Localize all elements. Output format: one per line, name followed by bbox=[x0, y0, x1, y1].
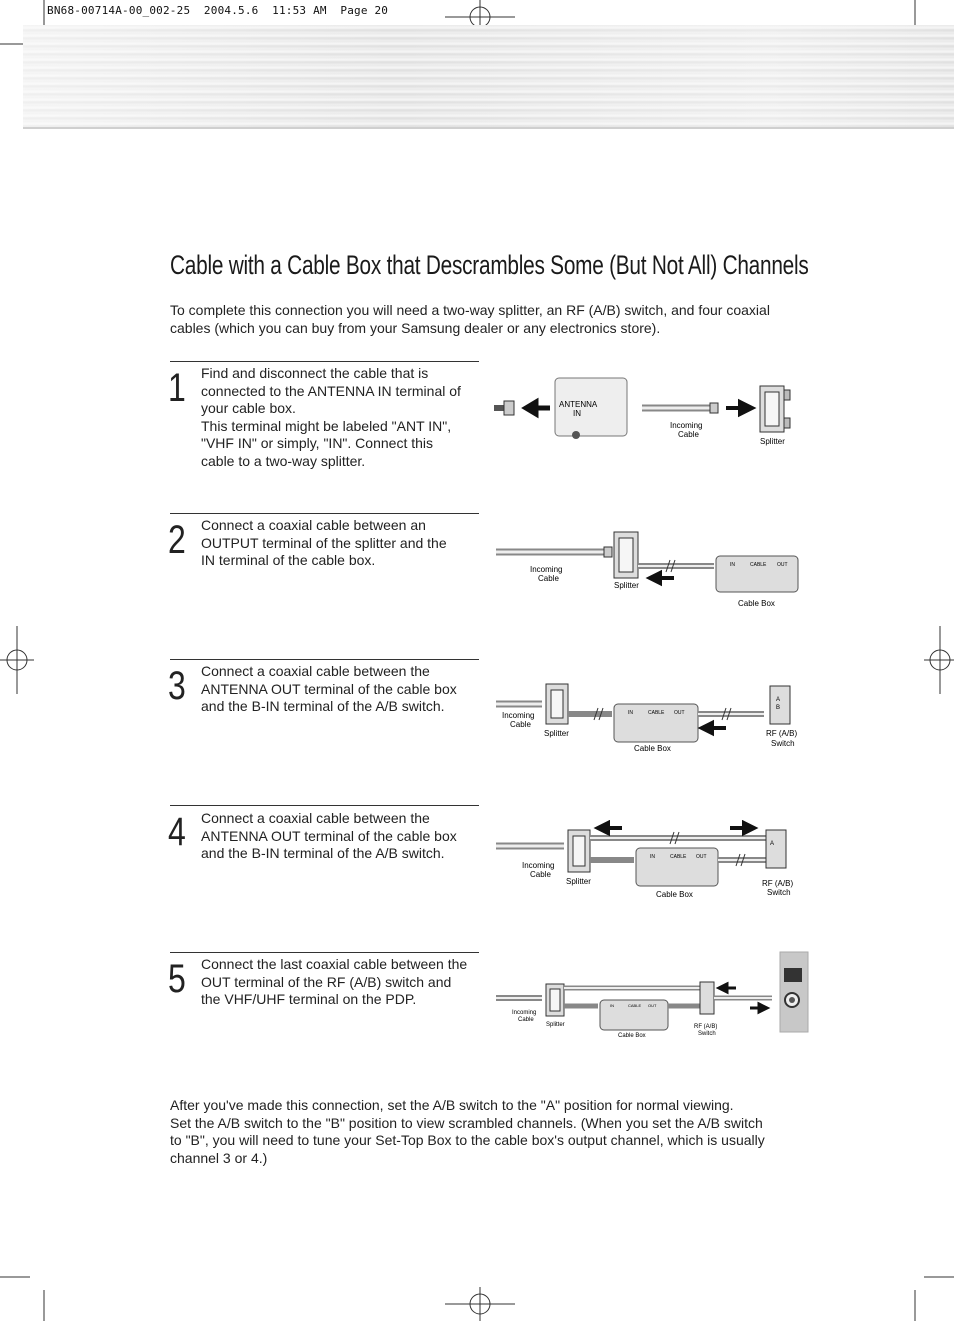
svg-text:Incoming: Incoming bbox=[512, 1010, 537, 1016]
svg-text:CABLE: CABLE bbox=[648, 710, 665, 716]
arrow-right-icon bbox=[726, 402, 752, 414]
svg-text:RF (A/B): RF (A/B) bbox=[762, 879, 794, 888]
diagram-step-4 bbox=[494, 820, 814, 905]
arrow-left-icon bbox=[526, 402, 550, 414]
svg-text:A: A bbox=[776, 697, 781, 703]
header-banner bbox=[23, 25, 954, 129]
arrow-right-icon bbox=[750, 1004, 767, 1012]
step-number: 1 bbox=[168, 366, 186, 410]
svg-text:B: B bbox=[776, 705, 781, 711]
svg-text:Cable: Cable bbox=[678, 430, 699, 439]
step-divider bbox=[170, 361, 479, 362]
svg-text:Cable Box: Cable Box bbox=[738, 599, 775, 608]
arrow-left-icon bbox=[719, 984, 736, 992]
svg-text:Cable: Cable bbox=[518, 1017, 534, 1023]
svg-text:Cable: Cable bbox=[538, 574, 559, 583]
svg-text:A: A bbox=[770, 841, 775, 847]
svg-text:Switch: Switch bbox=[767, 888, 791, 897]
arrow-right-icon bbox=[730, 823, 754, 833]
svg-text:Incoming: Incoming bbox=[670, 421, 703, 430]
svg-text:IN: IN bbox=[628, 710, 633, 716]
connector-icon bbox=[504, 401, 514, 415]
svg-text:IN: IN bbox=[610, 1003, 614, 1008]
svg-text:RF (A/B): RF (A/B) bbox=[694, 1024, 718, 1030]
intro-paragraph: To complete this connection you will need a two-way splitter, an RF (A/B) switch, and four coaxial cables (which you can buy from your Samsung dealer or any electronics store). bbox=[170, 302, 770, 336]
svg-text:CABLE: CABLE bbox=[750, 562, 767, 568]
arrow-left-icon bbox=[702, 723, 726, 733]
svg-text:Cable: Cable bbox=[510, 720, 531, 729]
svg-text:IN: IN bbox=[573, 409, 581, 418]
svg-text:OUT: OUT bbox=[648, 1003, 657, 1008]
svg-text:Incoming: Incoming bbox=[530, 565, 563, 574]
rf-switch-icon bbox=[766, 830, 786, 868]
step-number: 4 bbox=[168, 810, 186, 854]
diagram-step-5 bbox=[494, 950, 814, 1042]
svg-text:Cable Box: Cable Box bbox=[656, 890, 693, 899]
rf-switch-icon bbox=[700, 982, 714, 1014]
step-4-text: Connect a coaxial cable between the ANTENNA OUT terminal of the cable box and the B-IN terminal of the A/B switch. bbox=[201, 810, 457, 861]
svg-text:RF (A/B): RF (A/B) bbox=[766, 729, 798, 738]
diagram-step-1 bbox=[494, 372, 814, 452]
step-divider bbox=[170, 952, 479, 953]
svg-text:OUT: OUT bbox=[674, 710, 685, 716]
step-divider bbox=[170, 513, 479, 514]
step-3-text: Connect a coaxial cable between the ANTENNA OUT terminal of the cable box and the B-IN terminal of the A/B switch. bbox=[201, 663, 457, 714]
step-divider bbox=[170, 805, 479, 806]
step-number: 2 bbox=[168, 518, 186, 562]
page-title: Cable with a Cable Box that Descrambles Some (But Not All) Channels bbox=[170, 250, 809, 280]
step-2-text: Connect a coaxial cable between an OUTPUT terminal of the splitter and the IN terminal of the cable box. bbox=[201, 517, 447, 568]
svg-text:CABLE: CABLE bbox=[670, 854, 687, 860]
step-number: 3 bbox=[168, 664, 186, 708]
step-divider bbox=[170, 659, 479, 660]
svg-text:Splitter: Splitter bbox=[544, 729, 569, 738]
svg-text:Cable Box: Cable Box bbox=[618, 1033, 646, 1039]
svg-text:Cable: Cable bbox=[530, 870, 551, 879]
svg-text:Splitter: Splitter bbox=[546, 1022, 565, 1028]
svg-text:OUT: OUT bbox=[777, 562, 788, 568]
print-slug: BN68-00714A-00_002-25 2004.5.6 11:53 AM Page 20 bbox=[47, 4, 389, 17]
svg-text:CABLE: CABLE bbox=[628, 1003, 642, 1008]
svg-text:Switch: Switch bbox=[698, 1031, 716, 1037]
arrow-left-icon bbox=[650, 573, 674, 583]
svg-text:IN: IN bbox=[730, 562, 735, 568]
step-number: 5 bbox=[168, 957, 186, 1001]
pdp-rear-panel bbox=[780, 952, 808, 1032]
arrow-left-icon bbox=[598, 823, 622, 833]
svg-text:ANTENNA: ANTENNA bbox=[559, 400, 598, 409]
closing-paragraph: After you've made this connection, set the A/B switch to the "A" position for normal viewing. Set the A/B switch to the "B" position to view scrambled channels. (When you set the A/B switch to "B", you will need to tune your Set-Top Box to the cable box's output channel, which is usually channel 3 or 4.) bbox=[170, 1097, 765, 1166]
step-5-text: Connect the last coaxial cable between the OUT terminal of the RF (A/B) switch and the VHF/UHF terminal on the PDP. bbox=[201, 956, 468, 1007]
antenna-terminal-icon bbox=[784, 968, 802, 982]
svg-text:Switch: Switch bbox=[771, 739, 795, 748]
svg-text:Splitter: Splitter bbox=[566, 877, 591, 886]
svg-text:Splitter: Splitter bbox=[614, 581, 639, 590]
diagram-step-3 bbox=[494, 676, 814, 756]
diagram-step-2 bbox=[494, 526, 814, 611]
svg-text:Incoming: Incoming bbox=[502, 711, 535, 720]
svg-text:Cable Box: Cable Box bbox=[634, 744, 671, 753]
svg-text:Incoming: Incoming bbox=[522, 861, 555, 870]
svg-text:Splitter: Splitter bbox=[760, 437, 785, 446]
step-1-text: Find and disconnect the cable that is connected to the ANTENNA IN terminal of your cable box. This terminal might be labeled "ANT IN", "VHF IN" or simply, "IN". Connect this cable to a two-way splitter. bbox=[201, 365, 461, 469]
svg-text:IN: IN bbox=[650, 854, 655, 860]
svg-text:OUT: OUT bbox=[696, 854, 707, 860]
